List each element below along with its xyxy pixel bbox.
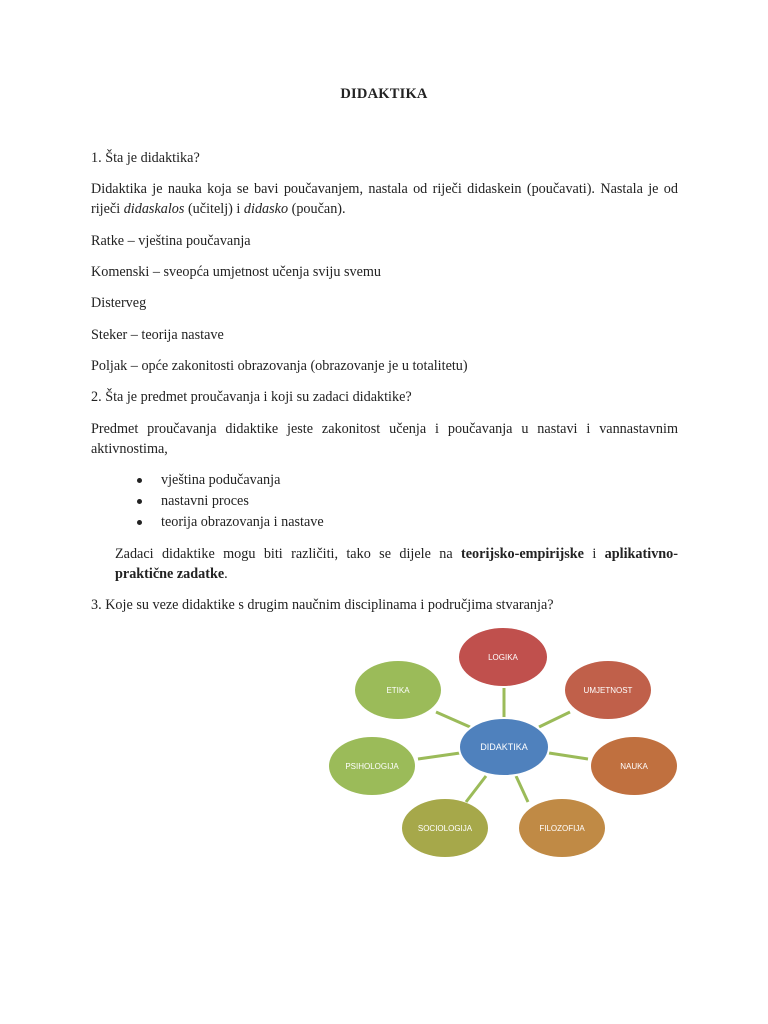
node-label-sociologija: SOCIOLOGIJA: [417, 824, 473, 833]
question-1: 1. Šta je didaktika?: [91, 150, 200, 166]
question-3: 3. Koje su veze didaktike s drugim naučnim disciplinama i područjima stvaranja?: [91, 597, 554, 613]
node-label-filozofija: FILOZOFIJA: [539, 824, 585, 833]
node-filozofija: [519, 799, 605, 857]
term-teorijsko-empirijske: teorijsko-empirijske: [461, 546, 584, 562]
definition-text: Didaktika je nauka koja se bavi poučavanjem, nastala od riječi didaskein (poučavati). Nastala je od riječi: [91, 181, 678, 217]
line-komenski: Komenski – sveopća umjetnost učenja sviju svemu: [91, 264, 382, 280]
term-didaskalos: didaskalos: [123, 201, 185, 217]
line-ratke: Ratke – vještina poučavanja: [91, 233, 251, 249]
node-label-etika: ETIKA: [386, 686, 410, 695]
tasks-text: Zadaci didaktike mogu biti različiti, tako se dijele na: [115, 546, 462, 562]
node-label-logika: LOGIKA: [488, 653, 518, 662]
node-etika: [355, 661, 441, 719]
definition-text-3: (poučan).: [288, 201, 346, 217]
node-label-nauka: NAUKA: [620, 762, 648, 771]
list-item-label: nastavni proces: [161, 493, 249, 509]
connector-umjetnost: [539, 712, 570, 727]
tasks-text-3: .: [224, 566, 228, 582]
connector-sociologija: [466, 776, 486, 802]
node-sociologija: [402, 799, 488, 857]
node-logika: [459, 628, 547, 686]
line-disterveg: Disterveg: [91, 295, 147, 311]
list-item-label: vještina podučavanja: [161, 472, 281, 488]
node-label-psihologija: PSIHOLOGIJA: [345, 762, 399, 771]
connector-psihologija: [418, 753, 460, 759]
term-aplikativno-prakticne: aplikativno-praktične zadatke: [115, 546, 678, 582]
paragraph-subject: Predmet proučavanja didaktike jeste zakonitost učenja i poučavanja u nastavi i vannastavnim aktivnostima,: [91, 421, 678, 457]
document-title: DIDAKTIKA: [340, 86, 428, 102]
line-poljak: Poljak – opće zakonitosti obrazovanja (obrazovanje je u totalitetu): [91, 358, 468, 374]
node-label-didaktika: DIDAKTIKA: [480, 742, 528, 752]
connector-etika: [436, 712, 470, 727]
node-nauka: [591, 737, 677, 795]
line-steker: Steker – teorija nastave: [91, 327, 224, 343]
node-label-umjetnost: UMJETNOST: [583, 686, 633, 695]
question-2: 2. Šta je predmet proučavanja i koji su zadaci didaktike?: [91, 389, 412, 405]
connector-filozofija: [516, 776, 528, 802]
node-psihologija: [329, 737, 415, 795]
node-didaktika-center: [459, 718, 549, 776]
node-umjetnost: [565, 661, 651, 719]
term-didasko: didasko: [243, 201, 289, 217]
tasks-text-2: i: [583, 546, 605, 562]
connector-nauka: [549, 753, 588, 759]
list-item-label: teorija obrazovanja i nastave: [161, 514, 324, 530]
definition-text-2: (učitelj) i: [184, 201, 244, 217]
